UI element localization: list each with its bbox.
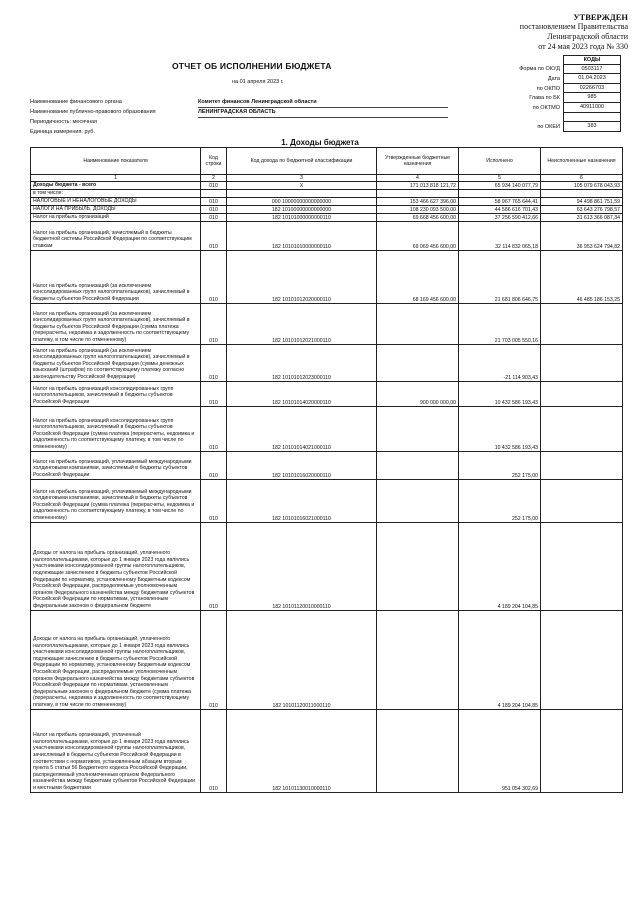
approval-line-3: Ленинградской области — [547, 32, 628, 41]
meta-value: Комитет финансов Ленинградской области — [198, 98, 448, 108]
meta-value — [198, 128, 448, 137]
row-kbk-code: 182 10101016021000110 — [227, 479, 377, 522]
codes-value: 02266703 — [563, 84, 621, 94]
row-approved-amount — [377, 479, 459, 522]
row-code: 010 — [201, 205, 227, 213]
row-code: 010 — [201, 381, 227, 406]
row-kbk-code: 182 10101014021000110 — [227, 406, 377, 451]
row-executed-amount — [459, 190, 541, 198]
row-unexecuted-amount: 36 953 624 794,82 — [541, 221, 623, 250]
income-table — [30, 147, 623, 793]
column-number: 6 — [541, 175, 623, 182]
row-name: Налог на прибыль организаций, уплачиваемый международными холдинговыми компаниями, зачисляемый в бюджеты субъектов Российской Федерации — [31, 451, 201, 479]
codes-row — [504, 93, 624, 103]
column-number: 2 — [201, 175, 227, 182]
row-kbk-code: 182 10101120010000110 — [227, 522, 377, 610]
codes-row — [504, 103, 624, 113]
row-code: 010 — [201, 213, 227, 221]
codes-label: по ОКЕИ — [537, 123, 560, 130]
meta-row — [30, 128, 448, 137]
row-approved-amount — [377, 190, 459, 198]
row-executed-amount: 21 681 806 646,75 — [459, 250, 541, 303]
row-unexecuted-amount — [541, 190, 623, 198]
codes-label: по ОКПО — [536, 85, 560, 92]
column-header: Код дохода по бюджетной классификации — [227, 148, 377, 175]
row-executed-amount: 4 189 204 104,85 — [459, 522, 541, 610]
row-code: 010 — [201, 451, 227, 479]
row-executed-amount: 32 114 832 065,18 — [459, 221, 541, 250]
row-name: Налог на прибыль организаций, зачисляемый в бюджеты бюджетной системы Российской Федерации по соответствующим ставкам — [31, 221, 201, 250]
row-code: 010 — [201, 182, 227, 190]
table-row — [31, 451, 623, 479]
row-kbk-code: 182 10101012020000110 — [227, 250, 377, 303]
table-row — [31, 381, 623, 406]
row-name: Налог на прибыль организаций — [31, 213, 201, 221]
row-kbk-code: 182 10100000000000000 — [227, 205, 377, 213]
table-row — [31, 205, 623, 213]
approval-stamp — [520, 12, 628, 52]
row-approved-amount — [377, 406, 459, 451]
row-unexecuted-amount — [541, 381, 623, 406]
meta-key: Периодичность: месячная — [30, 119, 98, 126]
row-code: 010 — [201, 479, 227, 522]
table-row — [31, 344, 623, 381]
codes-row — [504, 122, 624, 132]
row-code: 010 — [201, 303, 227, 344]
meta-key: Единица измерения: руб. — [30, 128, 95, 135]
codes-label: Дата — [547, 75, 560, 82]
row-approved-amount — [377, 344, 459, 381]
codes-label: по ОКТМО — [532, 104, 560, 111]
row-code: 010 — [201, 522, 227, 610]
row-executed-amount: 37 256 590 412,66 — [459, 213, 541, 221]
row-code — [201, 190, 227, 198]
column-number: 3 — [227, 175, 377, 182]
approval-line-2: постановлением Правительства — [519, 22, 628, 31]
row-executed-amount: 44 586 616 701,43 — [459, 205, 541, 213]
row-unexecuted-amount: 46 485 186 153,25 — [541, 250, 623, 303]
column-header: Наименование показателя — [31, 148, 201, 175]
row-code: 010 — [201, 197, 227, 205]
table-body — [31, 182, 623, 793]
row-kbk-code: X — [227, 182, 377, 190]
row-unexecuted-amount — [541, 709, 623, 792]
row-approved-amount: 108 230 093 500,00 — [377, 205, 459, 213]
row-code: 010 — [201, 709, 227, 792]
row-approved-amount — [377, 610, 459, 709]
row-unexecuted-amount: 105 079 678 043,93 — [541, 182, 623, 190]
codes-row — [504, 84, 624, 94]
row-kbk-code: 182 10101010000000110 — [227, 221, 377, 250]
row-approved-amount: 68 169 456 600,00 — [377, 250, 459, 303]
row-name: Налог на прибыль организаций (за исключением консолидированных групп налогоплательщиков), зачисляемый в бюджеты субъектов Российской Федерации — [31, 250, 201, 303]
codes-value: 383 — [563, 122, 621, 132]
row-executed-amount: 58 967 765 644,41 — [459, 197, 541, 205]
codes-value: 985 — [563, 93, 621, 103]
codes-block — [504, 55, 624, 132]
codes-header: КОДЫ — [563, 55, 621, 65]
row-name: НАЛОГИ НА ПРИБЫЛЬ, ДОХОДЫ — [31, 205, 201, 213]
row-kbk-code: 000 10000000000000000 — [227, 197, 377, 205]
column-header: Неисполненные назначения — [541, 148, 623, 175]
row-unexecuted-amount — [541, 451, 623, 479]
row-name: Доходы от налога на прибыль организаций, уплаченного налогоплательщиками, которые до 1 января 2023 года являлись участниками консолидированной группы налогоплательщиков, подлежащие зачислению в бюджеты субъектов Российской Федерации по нормативу, установленному Бюджетным кодексом Российской Федерации, распределяемые уполномоченным органом Федерального казначейства между бюджетами субъектов Российской Федерации по нормативам, установленным федеральным законом о федеральном бюджете (сумма платежа (перерасчеты, недоимка и задолженность по соответствующему платежу, в том числе по отмененному) — [31, 610, 201, 709]
table-header-row — [31, 148, 623, 175]
approval-line-1: УТВЕРЖДЕН — [573, 12, 628, 22]
meta-row — [30, 118, 448, 127]
row-unexecuted-amount — [541, 479, 623, 522]
row-kbk-code: 182 10101000000000110 — [227, 213, 377, 221]
codes-value: 40911000 — [563, 103, 621, 113]
row-approved-amount: 171 013 818 121,72 — [377, 182, 459, 190]
row-kbk-code: 182 10101120011000110 — [227, 610, 377, 709]
row-code: 010 — [201, 221, 227, 250]
row-unexecuted-amount: 94 498 861 751,59 — [541, 197, 623, 205]
table-row — [31, 479, 623, 522]
row-name: НАЛОГОВЫЕ И НЕНАЛОГОВЫЕ ДОХОДЫ — [31, 197, 201, 205]
report-title: ОТЧЕТ ОБ ИСПОЛНЕНИИ БЮДЖЕТА — [172, 61, 332, 71]
table-row — [31, 709, 623, 792]
meta-value: ЛЕНИНГРАДСКАЯ ОБЛАСТЬ — [198, 108, 448, 118]
row-kbk-code: 182 10101012021000110 — [227, 303, 377, 344]
row-code: 010 — [201, 250, 227, 303]
row-executed-amount: 951 054 302,69 — [459, 709, 541, 792]
meta-key: Наименование финансового органа — [30, 99, 122, 105]
table-row — [31, 303, 623, 344]
meta-row — [30, 98, 448, 108]
table-row — [31, 182, 623, 190]
codes-value: 0503117 — [563, 65, 621, 75]
row-unexecuted-amount: 63 643 276 798,57 — [541, 205, 623, 213]
codes-row — [504, 65, 624, 75]
row-name: Налог на прибыль организаций консолидированных групп налогоплательщиков, зачисляемый в бюджеты субъектов Российской Федерации (сумма платежа (перерасчеты, недоимка и задолженность по соответствующему платежу, в том числе по отмененному) — [31, 406, 201, 451]
codes-row — [504, 113, 624, 123]
table-row — [31, 190, 623, 198]
report-meta — [30, 98, 448, 137]
section-title: 1. Доходы бюджета — [281, 138, 359, 147]
row-unexecuted-amount: 31 613 366 087,34 — [541, 213, 623, 221]
row-unexecuted-amount — [541, 303, 623, 344]
report-date: на 01 апреля 2023 г. — [232, 79, 284, 85]
codes-label: Форма по ОКУД — [519, 66, 560, 73]
row-code: 010 — [201, 406, 227, 451]
row-unexecuted-amount — [541, 610, 623, 709]
column-number: 5 — [459, 175, 541, 182]
row-unexecuted-amount — [541, 406, 623, 451]
codes-header-row — [504, 55, 624, 65]
meta-value — [198, 118, 448, 127]
row-approved-amount — [377, 451, 459, 479]
meta-row — [30, 108, 448, 118]
approval-line-4: от 24 мая 2023 года № 330 — [538, 42, 628, 51]
row-executed-amount: 252 175,00 — [459, 451, 541, 479]
row-approved-amount: 153 466 627 396,00 — [377, 197, 459, 205]
row-executed-amount: 65 934 140 077,79 — [459, 182, 541, 190]
table-row — [31, 610, 623, 709]
row-name: Налог на прибыль организаций, уплачиваемый международными холдинговыми компаниями, зачисляемый в бюджеты субъектов Российской Федерации (сумма платежа (перерасчеты, недоимка и задолженность по соответствующему платежу, в том числе по отмененному) — [31, 479, 201, 522]
row-approved-amount: 69 069 456 600,00 — [377, 221, 459, 250]
row-name: Налог на прибыль организаций, уплаченный налогоплательщиками, которые до 1 января 2023 года являлись участниками консолидированной группы налогоплательщиков, зачисляемый в бюджеты субъектов Российской Федерации в соответствии с нормативом, установленным абзацем вторым пункта 5 статьи 56 Бюджетного кодекса Российской Федерации, распределяемый уполномоченным органом Федерального казначейства между бюджетами субъектов Российской Федерации и местными бюджетами — [31, 709, 201, 792]
row-code: 010 — [201, 344, 227, 381]
column-number: 4 — [377, 175, 459, 182]
row-executed-amount: 21 703 005 550,16 — [459, 303, 541, 344]
table-row — [31, 221, 623, 250]
column-number: 1 — [31, 175, 201, 182]
row-code: 010 — [201, 610, 227, 709]
row-kbk-code: 182 10101012023000110 — [227, 344, 377, 381]
row-executed-amount: 10 432 586 193,43 — [459, 406, 541, 451]
row-approved-amount — [377, 522, 459, 610]
codes-value: 01.04.2023 — [563, 74, 621, 84]
row-name: Налог на прибыль организаций консолидированных групп налогоплательщиков, зачисляемый в бюджеты субъектов Российской Федерации — [31, 381, 201, 406]
row-kbk-code: 182 10101016020000110 — [227, 451, 377, 479]
row-unexecuted-amount — [541, 344, 623, 381]
table-row — [31, 522, 623, 610]
column-header: Код строки — [201, 148, 227, 175]
row-kbk-code — [227, 190, 377, 198]
column-number-row — [31, 175, 623, 182]
row-name: в том числе: — [31, 190, 201, 198]
table-row — [31, 406, 623, 451]
table-row — [31, 213, 623, 221]
codes-row — [504, 74, 624, 84]
row-kbk-code: 182 10101130010000110 — [227, 709, 377, 792]
row-executed-amount: 252 175,00 — [459, 479, 541, 522]
row-executed-amount: 4 189 204 104,85 — [459, 610, 541, 709]
meta-key: Наименование публично-правового образования — [30, 109, 156, 116]
row-kbk-code: 182 10101014020000110 — [227, 381, 377, 406]
row-executed-amount: -21 114 903,43 — [459, 344, 541, 381]
row-unexecuted-amount — [541, 522, 623, 610]
row-approved-amount — [377, 303, 459, 344]
table-row — [31, 197, 623, 205]
row-executed-amount: 10 432 586 193,43 — [459, 381, 541, 406]
table-row — [31, 250, 623, 303]
row-approved-amount — [377, 709, 459, 792]
column-header: Исполнено — [459, 148, 541, 175]
codes-label: Глава по БК — [529, 95, 560, 102]
row-name: Налог на прибыль организаций (за исключением консолидированных групп налогоплательщиков), зачисляемый в бюджеты субъектов Российской Федерации (сумма платежа (перерасчеты, недоимка и задолженность по соответствующему платежу, в том числе по отмененному) — [31, 303, 201, 344]
row-name: Доходы от налога на прибыль организаций, уплаченного налогоплательщиками, которые до 1 января 2023 года являлись участниками консолидированной группы налогоплательщиков, подлежащие зачислению в бюджеты субъектов Российской Федерации по нормативу, установленному Бюджетным кодексом Российской Федерации, распределяемые уполномоченным органом Федерального казначейства между бюджетами субъектов Российской Федерации по нормативам, установленным федеральным законом о федеральном бюджете — [31, 522, 201, 610]
row-name: Доходы бюджета - всего — [31, 182, 201, 190]
row-approved-amount: 900 000 000,00 — [377, 381, 459, 406]
codes-value — [563, 113, 621, 123]
row-approved-amount: 69 668 456 600,00 — [377, 213, 459, 221]
row-name: Налог на прибыль организаций (за исключением консолидированных групп налогоплательщиков), зачисляемый в бюджеты субъектов Российской Федерации (суммы денежных взысканий (штрафов) по соответствующему платежу согласно законодательству Российской Федерации) — [31, 344, 201, 381]
column-header: Утвержденные бюджетные назначения — [377, 148, 459, 175]
